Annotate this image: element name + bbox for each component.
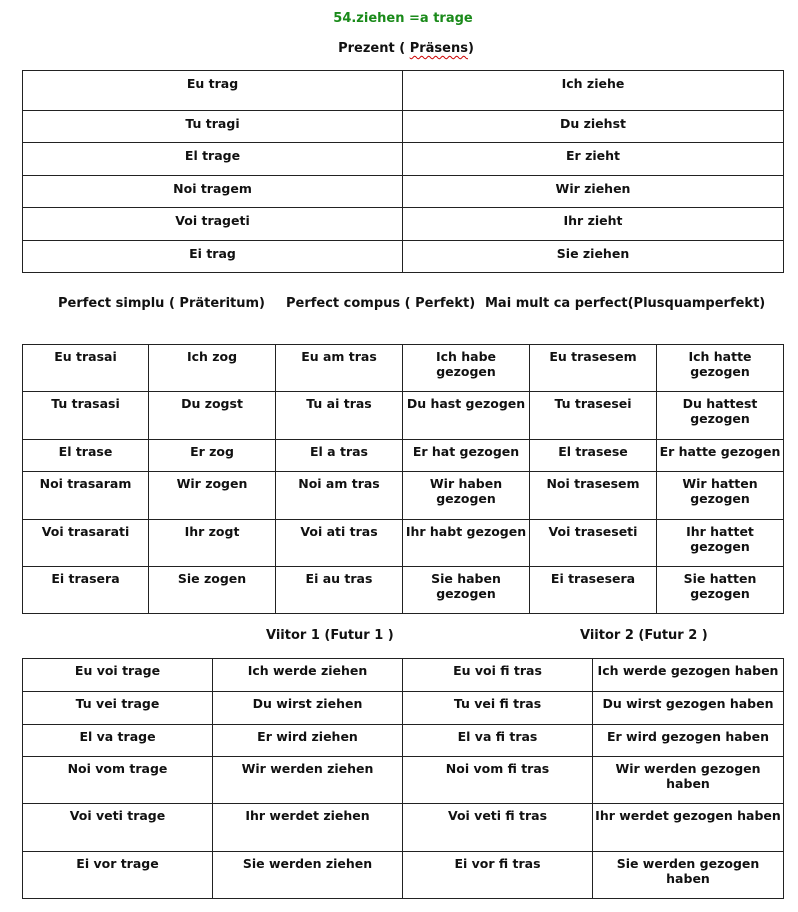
past-cell: Ich hatte gezogen xyxy=(657,345,784,392)
table-row xyxy=(23,757,784,804)
table-row xyxy=(23,345,784,392)
table-row xyxy=(23,692,784,725)
future-cell: Ich werde gezogen haben xyxy=(593,659,784,692)
future-cell: Ihr werdet gezogen haben xyxy=(593,804,784,852)
past-heading-plusquamperfect: Mai mult ca perfect(Plusquamperfekt) xyxy=(485,296,766,311)
past-cell: Tu trasasi xyxy=(23,392,149,440)
prezent-cell-ro: Voi trageti xyxy=(23,208,403,241)
past-cell: Tu traseseі xyxy=(530,392,657,440)
table-row xyxy=(23,392,784,440)
future-cell: Voi veti fi tras xyxy=(403,804,593,852)
past-cell: Ihr habt gezogen xyxy=(403,520,530,567)
table-row xyxy=(23,71,784,111)
prezent-heading-close: ) xyxy=(467,41,474,56)
table-row xyxy=(23,725,784,757)
future-cell: Sie werden gezogen haben xyxy=(593,852,784,899)
past-cell: Noi trasaram xyxy=(23,472,149,520)
future-cell: Ich werde ziehen xyxy=(213,659,403,692)
past-cell: Er hat gezogen xyxy=(403,440,530,472)
future-cell: Er wird ziehen xyxy=(213,725,403,757)
past-table xyxy=(22,344,784,614)
prezent-cell-ro: Tu tragi xyxy=(23,111,403,143)
future-cell: Eu voi fi tras xyxy=(403,659,593,692)
past-cell: Er zog xyxy=(149,440,276,472)
past-cell: El a tras xyxy=(276,440,403,472)
past-cell: Ich zog xyxy=(149,345,276,392)
future-cell: Tu vei fi tras xyxy=(403,692,593,725)
past-cell: Ich habe gezogen xyxy=(403,345,530,392)
future-cell: Wir werden gezogen haben xyxy=(593,757,784,804)
table-row xyxy=(23,440,784,472)
past-cell: Sie hatten gezogen xyxy=(657,567,784,614)
prezent-cell-ro: Eu trag xyxy=(23,71,403,111)
past-cell: Ihr zogt xyxy=(149,520,276,567)
prezent-heading-german: Präsens xyxy=(409,41,468,56)
past-heading-preterite: Perfect simplu ( Präteritum) xyxy=(58,296,265,311)
past-cell: Wir haben gezogen xyxy=(403,472,530,520)
past-cell: El trasese xyxy=(530,440,657,472)
past-cell: Noi am tras xyxy=(276,472,403,520)
table-row xyxy=(23,804,784,852)
past-cell: Voi ati tras xyxy=(276,520,403,567)
past-cell: Er hatte gezogen xyxy=(657,440,784,472)
past-cell: Ei trasera xyxy=(23,567,149,614)
past-cell: Du hast gezogen xyxy=(403,392,530,440)
future-cell: Noi vom fi tras xyxy=(403,757,593,804)
future-cell: Noi vom trage xyxy=(23,757,213,804)
past-heading-perfect: Perfect compus ( Perfekt) xyxy=(286,296,476,311)
past-cell: Ihr hattet gezogen xyxy=(657,520,784,567)
table-row xyxy=(23,852,784,899)
future-cell: Ei vor fi tras xyxy=(403,852,593,899)
prezent-cell-ro: El trage xyxy=(23,143,403,176)
past-cell: Voi trasarati xyxy=(23,520,149,567)
page-title: 54.ziehen =a trage xyxy=(333,11,473,26)
prezent-heading-main: Prezent ( xyxy=(338,41,410,56)
prezent-table xyxy=(22,70,784,273)
prezent-heading xyxy=(0,41,798,56)
future-cell: Voi veti trage xyxy=(23,804,213,852)
past-cell: Ei au tras xyxy=(276,567,403,614)
past-cell: Sie haben gezogen xyxy=(403,567,530,614)
past-cell: Sie zogen xyxy=(149,567,276,614)
future-cell: Sie werden ziehen xyxy=(213,852,403,899)
future-cell: Du wirst gezogen haben xyxy=(593,692,784,725)
table-row xyxy=(23,520,784,567)
future-cell: Du wirst ziehen xyxy=(213,692,403,725)
table-row xyxy=(23,241,784,273)
future-cell: El va trage xyxy=(23,725,213,757)
past-cell: Du zogst xyxy=(149,392,276,440)
past-cell: Eu trasai xyxy=(23,345,149,392)
future-table xyxy=(22,658,784,899)
past-cell: Ei trasesera xyxy=(530,567,657,614)
future-cell: Tu vei trage xyxy=(23,692,213,725)
table-row xyxy=(23,567,784,614)
future-cell: Eu voi trage xyxy=(23,659,213,692)
prezent-cell-de: Ihr zieht xyxy=(403,208,784,241)
future-cell: Ei vor trage xyxy=(23,852,213,899)
past-cell: Wir hatten gezogen xyxy=(657,472,784,520)
table-row xyxy=(23,111,784,143)
future-cell: Ihr werdet ziehen xyxy=(213,804,403,852)
future-cell: Er wird gezogen haben xyxy=(593,725,784,757)
prezent-cell-de: Wir ziehen xyxy=(403,176,784,208)
table-row xyxy=(23,472,784,520)
table-row xyxy=(23,208,784,241)
table-row xyxy=(23,176,784,208)
past-cell: Eu am tras xyxy=(276,345,403,392)
future-cell: El va fi tras xyxy=(403,725,593,757)
past-cell: El trase xyxy=(23,440,149,472)
prezent-cell-ro: Ei trag xyxy=(23,241,403,273)
past-cell: Noi trasesem xyxy=(530,472,657,520)
prezent-cell-de: Du ziehst xyxy=(403,111,784,143)
past-cell: Wir zogen xyxy=(149,472,276,520)
prezent-cell-ro: Noi tragem xyxy=(23,176,403,208)
prezent-cell-de: Sie ziehen xyxy=(403,241,784,273)
past-cell: Voi traseseti xyxy=(530,520,657,567)
prezent-cell-de: Er zieht xyxy=(403,143,784,176)
future-cell: Wir werden ziehen xyxy=(213,757,403,804)
past-cell: Du hattest gezogen xyxy=(657,392,784,440)
table-row xyxy=(23,659,784,692)
prezent-cell-de: Ich ziehe xyxy=(403,71,784,111)
past-cell: Eu trasesem xyxy=(530,345,657,392)
future-heading-2: Viitor 2 (Futur 2 ) xyxy=(580,628,708,643)
table-row xyxy=(23,143,784,176)
past-cell: Tu ai tras xyxy=(276,392,403,440)
future-heading-1: Viitor 1 (Futur 1 ) xyxy=(266,628,394,643)
